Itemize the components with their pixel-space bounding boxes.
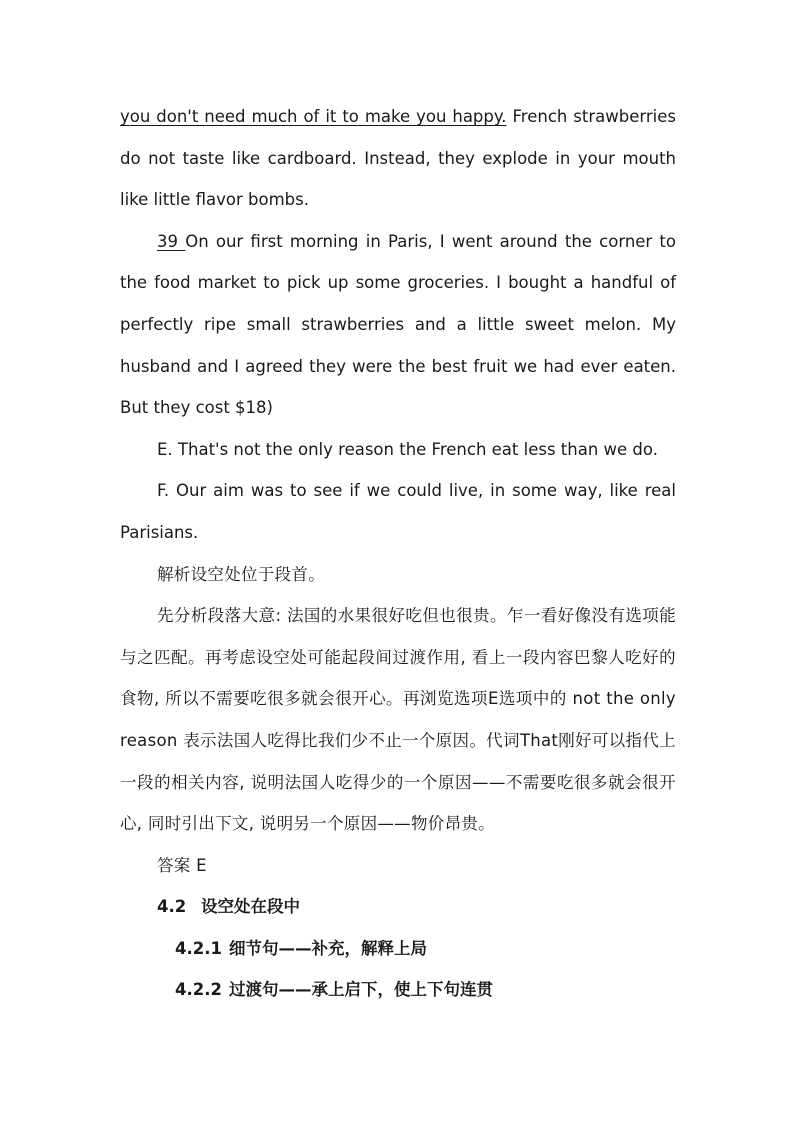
section-number: 4.2.2 (175, 980, 222, 1000)
section-title: 设空处在段中 (201, 897, 300, 917)
underlined-answer-sentence: you don't need much of it to make you happy. (120, 107, 507, 126)
paragraph-2-text: On our first morning in Paris, I went around the corner to the food market to pick up some groceries. I bought a handful of perfectly ripe small strawberries and a little sweet melon. My husband and I agreed they were the best fruit we had ever eaten. But they cost $18) (120, 231, 676, 418)
section-heading-4-2 (120, 886, 676, 928)
section-number: 4.2 (157, 897, 187, 917)
option-e: E. That's not the only reason the French eat less than we do. (157, 439, 658, 459)
analysis-body: 先分析段落大意: 法国的水果很好吃但也很贵。乍一看好像没有选项能与之匹配。再考虑设空处可能起段间过渡作用, 看上一段内容巴黎人吃好的食物, 所以不需要吃很多就会很开心。再浏览选项E选项中的 not the only reason 表示法国人吃得比我们少不止一个原因。代词That刚好可以指代上一段的相关内容, 说明法国人吃得少的一个原因——不需要吃很多就会很开心, 同时引出下文, 说明另一个原因——物价昂贵。 (120, 606, 676, 834)
section-title: 细节句——补充，解释上局 (228, 938, 427, 958)
answer-line: 答案 E (157, 855, 207, 875)
section-heading-4-2-1 (120, 928, 676, 970)
blank-number: 39 (157, 231, 186, 251)
paragraph-1-text: French strawberries do not taste like cardboard. Instead, they explode in your mouth like little flavor bombs. (120, 107, 676, 210)
analysis-title: 解析设空处位于段首。 (157, 564, 325, 584)
section-number: 4.2.1 (175, 938, 222, 958)
section-heading-4-2-2 (120, 969, 676, 1011)
passage-paragraph-1 (120, 96, 676, 221)
option-f: F. Our aim was to see if we could live, in some way, like real Parisians. (120, 481, 676, 542)
passage-paragraph-2 (120, 221, 676, 429)
document-content (120, 96, 676, 1011)
section-title: 过渡句——承上启下，使上下句连贯 (228, 980, 493, 1000)
